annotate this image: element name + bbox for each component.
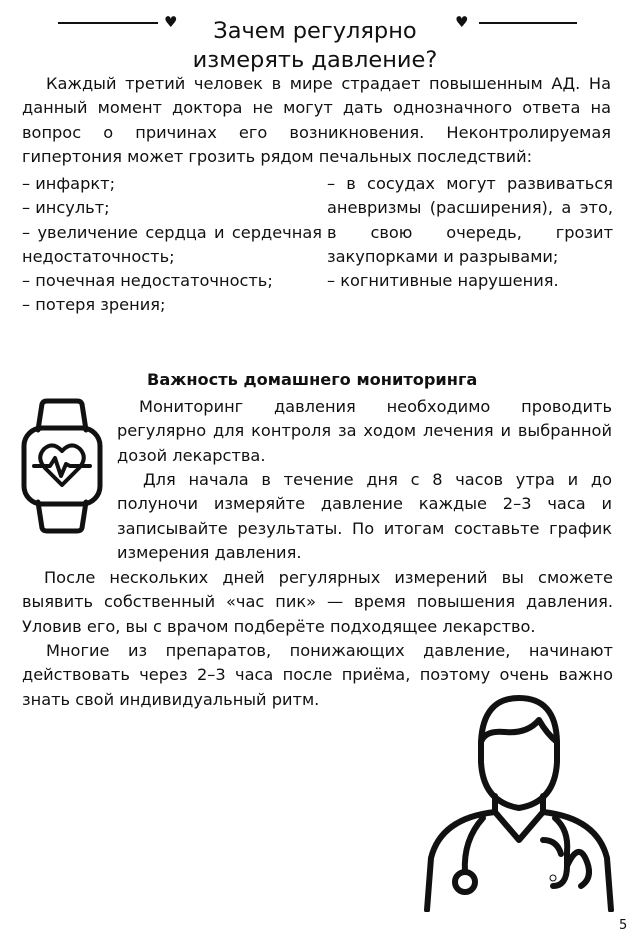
monitoring-paragraph-1: Мониторинг давления необходимо проводить регулярно для контроля за ходом лечения и выбранной дозой лекарства. <box>117 397 612 465</box>
section-heading: Важность домашнего мониторинга <box>147 370 478 389</box>
list-item: – инфаркт; <box>22 174 116 193</box>
list-item: – увеличение сердца и сердечная недостаточность; <box>22 222 322 266</box>
list-item: – потеря зрения; <box>22 295 166 315</box>
monitoring-paragraph-4: Многие из препаратов, понижающих давление, начинают действовать через 2–3 часа после приёма, поэтому очень важно знать свой индивидуальный ритм. <box>22 641 613 709</box>
page-title <box>150 17 480 75</box>
list-item: – инсульт; <box>22 198 110 218</box>
header-rule-left <box>58 22 158 24</box>
header-rule-right <box>479 22 577 24</box>
monitoring-paragraph-2: Для начала в течение дня с 8 часов утра и до полуночи измеряйте давление каждые 2–3 часа и записывайте результаты. По итогам составьте график измерения давления. <box>117 470 612 562</box>
intro-paragraph: Каждый третий человек в мире страдает повышенным АД. На данный момент доктора не могут дать однозначного ответа на вопрос о причинах его возникновения. Неконтролируемая гипертония может грозить рядом печальных последствий: <box>22 74 611 166</box>
heart-icon: ♥ <box>164 13 178 31</box>
consequences-list-right <box>327 172 613 293</box>
doctor-stethoscope-icon <box>419 690 615 912</box>
title-line-1: Зачем регулярно <box>213 18 417 45</box>
list-item: – в сосудах могут развиваться аневризмы (расширения), а это, в свою очередь, грозит закупорками и разрывами; <box>327 174 613 266</box>
list-item: – когнитивные нарушения. <box>327 271 559 291</box>
monitoring-paragraph-3: После нескольких дней регулярных измерений вы сможете выявить собственный «час пик» — время повышения давления. Уловив его, вы с врачом подберёте подходящее лекарство. <box>22 568 613 636</box>
consequences-list-left <box>22 172 322 318</box>
title-line-2: измерять давление? <box>192 47 438 74</box>
smartwatch-heart-icon <box>20 398 104 534</box>
heart-icon: ♥ <box>455 13 469 31</box>
list-item: – почечная недостаточность; <box>22 271 273 291</box>
page-number: 5 <box>619 918 628 933</box>
